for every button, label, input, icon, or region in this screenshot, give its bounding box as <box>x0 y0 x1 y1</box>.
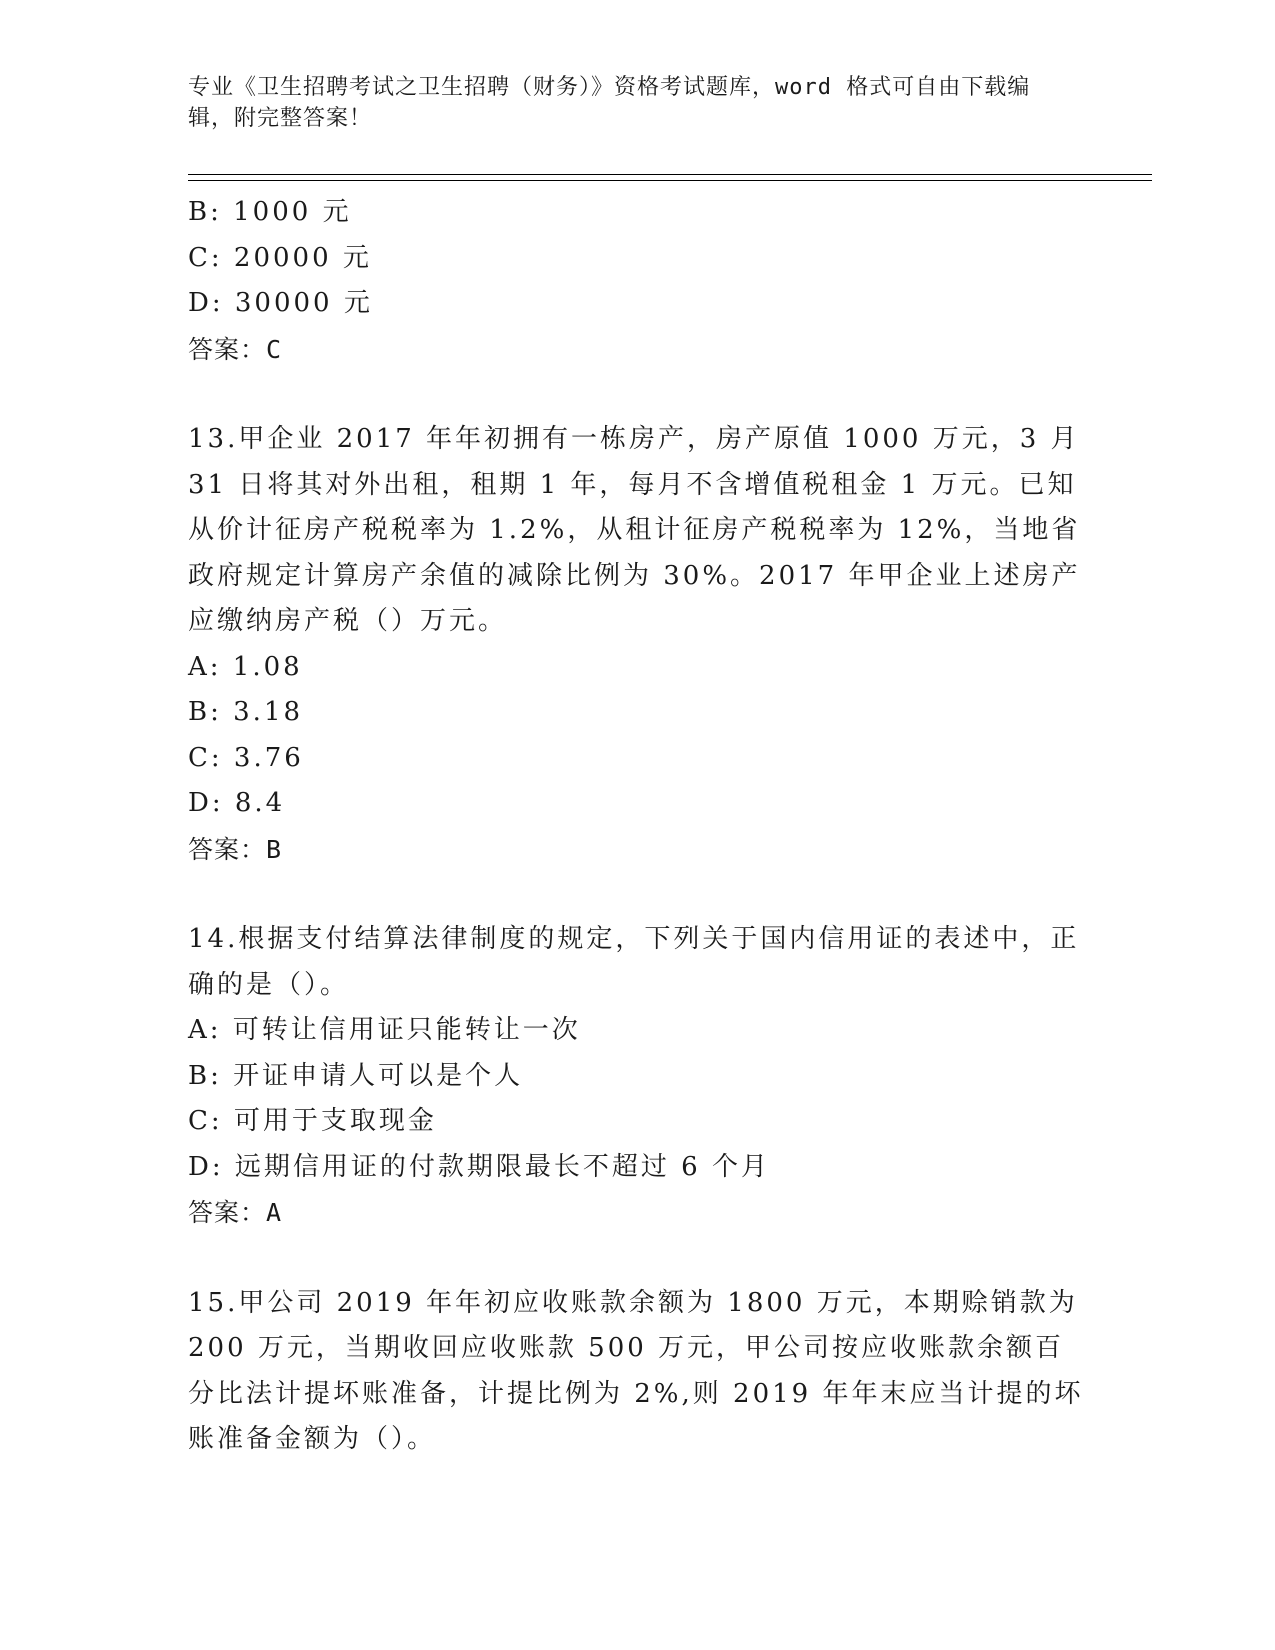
option-d: D: 30000 元 <box>188 288 373 318</box>
answer-line: 答案：A <box>188 1198 283 1227</box>
header-divider-top <box>188 174 1152 175</box>
option-a: A: 可转让信用证只能转让一次 <box>188 1015 581 1045</box>
option-b: B: 3.18 <box>188 697 304 727</box>
option-a: A: 1.08 <box>188 651 303 682</box>
document-header: 专业《卫生招聘考试之卫生招聘（财务）》资格考试题库，word 格式可自由下载编辑，附完整答案！ <box>188 75 1031 131</box>
question-12-continued <box>188 190 1088 372</box>
option-d: D: 8.4 <box>188 788 286 818</box>
option-b: B: 开证申请人可以是个人 <box>188 1060 524 1091</box>
question-text: 15.甲公司 2019 年年初应收账款余额为 1800 万元，本期赊销款为 200 万元，当期收回应收账款 500 万元，甲公司按应收账款余额百分比法计提坏账准备，计提比例为 2%,则 2019 年年末应当计提的坏账准备金额为（）。 <box>188 1287 1084 1454</box>
question-text: 13.甲企业 2017 年年初拥有一栋房产，房产原值 1000 万元，3 月 31 日将其对外出租，租期 1 年，每月不含增值税租金 1 万元。已知从价计征房产税税率为 1.2%，从租计征房产税税率为 12%，当地省政府规定计算房产余值的减除比例为 30%。2017 年甲企业上述房产应缴纳房产税（）万元。 <box>188 424 1081 636</box>
option-c: C: 3.76 <box>188 742 304 773</box>
question-text: 14.根据支付结算法律制度的规定，下列关于国内信用证的表述中，正确的是（）。 <box>188 924 1080 1000</box>
option-c: C: 可用于支取现金 <box>188 1106 437 1136</box>
option-b: B: 1000 元 <box>188 197 352 227</box>
question-list <box>188 190 1088 1463</box>
question-13 <box>188 417 1088 872</box>
question-14 <box>188 917 1088 1236</box>
answer-line: 答案：C <box>188 334 283 364</box>
answer-line: 答案：B <box>188 834 283 864</box>
option-d: D: 远期信用证的付款期限最长不超过 6 个月 <box>188 1151 770 1182</box>
question-15 <box>188 1281 1088 1463</box>
header-divider-bottom <box>188 180 1152 181</box>
option-c: C: 20000 元 <box>188 242 372 273</box>
